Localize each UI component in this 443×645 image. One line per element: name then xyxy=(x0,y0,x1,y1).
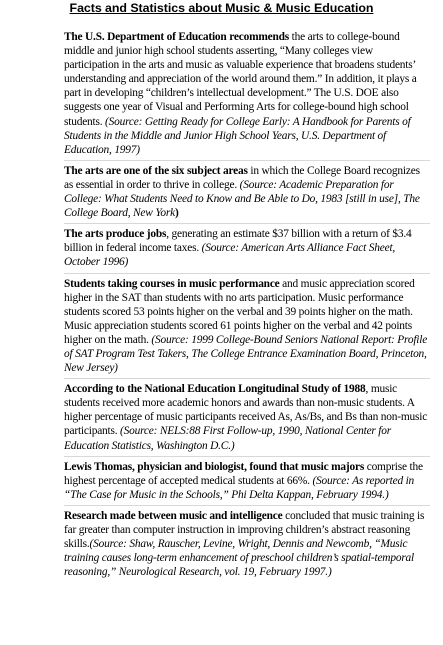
fact-body: and music appreciation scored higher in the SAT than students with no arts participation. Music performance students scored 53 points higher on the verbal and 39 points higher on the math. Music appreciation students scored 61 points higher on the verbal and 42 points higher on the math. xyxy=(64,277,415,346)
fact-source: (Source: American Arts Alliance Fact Sheet, October 1996) xyxy=(64,242,396,269)
fact-body: , music students received more academic honors and awards than non-music students. A higher percentage of music participants received As, As/Bs, and Bs than non-music participants. xyxy=(64,383,428,438)
page-title: Facts and Statistics about Music & Music Education xyxy=(69,1,374,15)
fact-lead: Lewis Thomas, physician and biologist, found that music majors xyxy=(64,460,365,473)
fact-body: comprise the highest percentage of accepted medical students at 66%. xyxy=(64,460,423,487)
fact-entry-sat xyxy=(64,273,430,379)
fact-source: (Source: NELS:88 First Follow-up, 1990, National Center for Education Statistics, Washington D.C.) xyxy=(64,425,391,452)
fact-source: (Source: As reported in “The Case for Music in the Schools,” Phi Delta Kappan, February 1994.) xyxy=(64,474,415,501)
fact-body: in which the College Board recognizes as essential in order to thrive in college. xyxy=(64,164,420,191)
fact-tail: ) xyxy=(175,207,179,220)
fact-body: the arts to college-bound middle and junior high school students asserting, “Many colleges view participation in the arts and music as valuable experience that broadens students’ understanding and appreciation of the world around them.” In addition, it plays a part in developing “children’s intellectual development.” The U.S. DOE also suggests one year of Visual and Performing Arts for college-bound high school students. xyxy=(64,31,417,128)
fact-lead: Students taking courses in music performance xyxy=(64,277,280,290)
fact-entry-doe xyxy=(64,30,430,160)
fact-lead: The arts are one of the six subject areas xyxy=(64,164,248,177)
fact-source: (Source: Shaw, Rauscher, Levine, Wright, Dennis and Newcomb, “Music training causes long-term enhancement of preschool children’s spatial-temporal reasoning,” Neurological Research, vol. 19, February 1997.) xyxy=(64,538,415,579)
fact-lead: Research made between music and intelligence xyxy=(64,509,283,522)
fact-entry-nels xyxy=(64,378,430,455)
fact-entry-research xyxy=(64,505,430,582)
fact-source: (Source: Academic Preparation for College: What Students Need to Know and Be Able to Do, 1983 [still in use], The College Board, New York xyxy=(64,178,420,220)
fact-lead: The U.S. Department of Education recommends xyxy=(64,31,290,43)
fact-body: , generating an estimate $37 billion with a return of $3.4 billion in federal income taxes. xyxy=(64,228,412,255)
fact-entry-jobs xyxy=(64,223,430,272)
fact-body: concluded that music training is far greater than computer instruction in improving children’s abstract reasoning skills. xyxy=(64,509,425,551)
facts-list xyxy=(64,30,430,582)
fact-lead: The arts produce jobs xyxy=(64,228,167,241)
fact-entry-medical xyxy=(64,456,430,505)
fact-source: (Source: Getting Ready for College Early: A Handbook for Parents of Students in the Middle and Junior High School Years, U.S. Department of Education, 1997) xyxy=(64,115,411,156)
fact-entry-college-board xyxy=(64,160,430,223)
fact-lead: According to the National Education Longitudinal Study of 1988 xyxy=(64,383,366,396)
fact-source: (Source: 1999 College-Bound Seniors National Report: Profile of SAT Program Test Takers, The College Entrance Examination Board, Princeton, New Jersey) xyxy=(64,333,428,375)
